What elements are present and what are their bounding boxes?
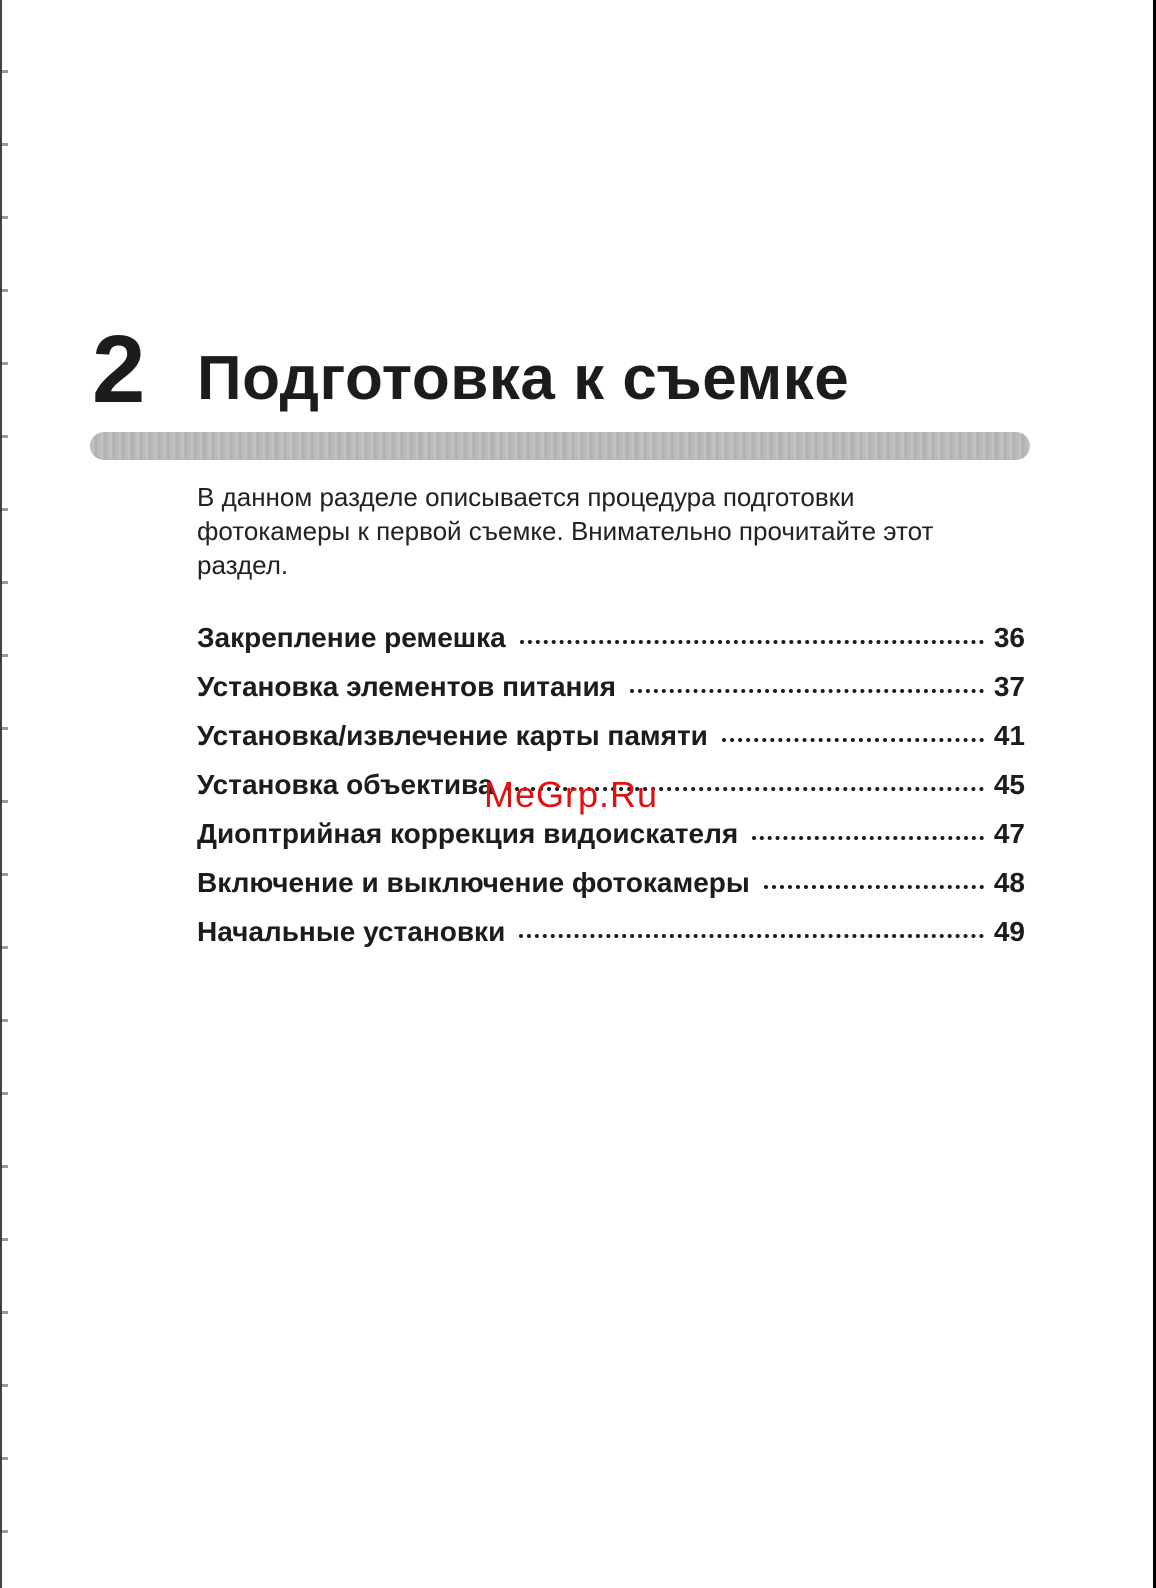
toc-entry-page: 37: [993, 671, 1025, 702]
toc-dot-leader: [630, 689, 984, 693]
toc-dot-leader: [520, 640, 984, 644]
toc-dot-leader: [519, 934, 984, 938]
chapter-number: 2: [92, 316, 146, 423]
toc-entry-page: 41: [993, 720, 1025, 751]
toc-entry[interactable]: [197, 622, 1025, 671]
toc-entry-title: Диоптрийная коррекция видоискателя: [197, 818, 739, 849]
toc-entry-page: 48: [993, 867, 1025, 898]
toc-dot-leader: [722, 738, 984, 742]
toc-entry[interactable]: [197, 671, 1025, 720]
toc-dot-leader: [764, 885, 984, 889]
intro-paragraph: В данном разделе описывается процедура подготовки фотокамеры к первой съемке. Внимательно прочитайте этот раздел.: [197, 482, 934, 580]
toc-entry[interactable]: [197, 867, 1025, 916]
scan-left-marks: [0, 0, 8, 1588]
scan-right-edge: [1151, 0, 1156, 1588]
watermark-text: MeGrp.Ru: [484, 774, 659, 815]
toc-entry-page: 45: [993, 769, 1025, 800]
toc-entry-page: 49: [993, 916, 1025, 947]
toc-entry-page: 47: [993, 818, 1025, 849]
toc-entry[interactable]: [197, 916, 1025, 965]
toc-entry-title: Закрепление ремешка: [197, 622, 506, 653]
toc-entry-title: Установка/извлечение карты памяти: [197, 720, 708, 751]
title-underline-bar: [90, 432, 1030, 460]
toc-entry-title: Включение и выключение фотокамеры: [197, 867, 750, 898]
toc-dot-leader: [752, 836, 984, 840]
chapter-title: Подготовка к съемке: [197, 344, 850, 413]
toc-entry-title: Установка элементов питания: [197, 671, 617, 702]
toc-entry-title: Начальные установки: [197, 916, 506, 947]
toc-entry-page: 36: [993, 622, 1025, 653]
toc-entry[interactable]: [197, 720, 1025, 769]
toc-entry-title: Установка объектива: [197, 769, 494, 800]
toc-entry[interactable]: [197, 818, 1025, 867]
